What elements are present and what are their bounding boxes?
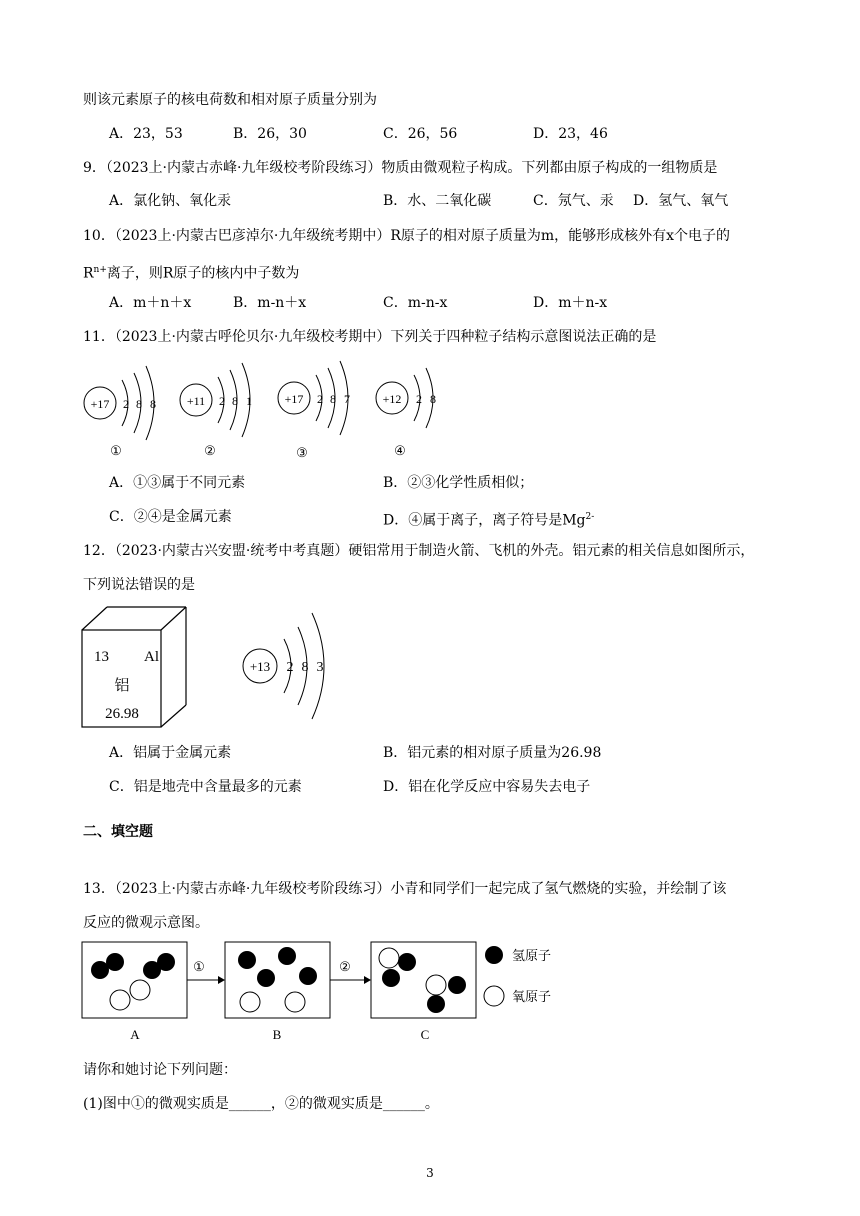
q12-element-card: [80, 605, 190, 730]
legend: [484, 946, 551, 1006]
box-b: [225, 942, 330, 1042]
particle-diagram-3: [278, 361, 350, 460]
particle-2-shell-3: 1: [246, 394, 252, 408]
particle-2-shell-1: 2: [219, 394, 225, 408]
q9-option-a: A．氯化钠、氧化汞: [109, 193, 232, 209]
q11-option-d: [383, 507, 594, 531]
q11-atom-structure-diagrams: [76, 360, 476, 460]
q11-stem: 11．（2023上·内蒙古呼伦贝尔·九年级校考期中）下列关于四种粒子结构示意图说法正确的是: [83, 329, 657, 345]
particle-4-shell-1: 2: [416, 392, 422, 406]
box-c: [371, 942, 476, 1042]
q9-option-c: C．氖气、汞: [533, 193, 614, 209]
particle-2-nucleus: +11: [186, 394, 206, 408]
step-1-label: ①: [193, 959, 205, 974]
particle-3-shell-2: 8: [330, 392, 336, 406]
q8-stem-tail: 则该元素原子的核电荷数和相对原子质量分别为: [83, 92, 377, 108]
section-title: 二、填空题: [83, 824, 153, 840]
q12-option-b: B．铝元素的相对原子质量为26.98: [383, 745, 602, 761]
particle-3-nucleus: +17: [284, 392, 304, 406]
particle-diagram-4: [376, 368, 436, 458]
particle-1-shell-2: 8: [136, 397, 142, 411]
q8-option-d: D．23，46: [533, 126, 608, 142]
particle-4-label: ④: [394, 443, 406, 458]
q10-ion-charge: n+: [93, 265, 107, 275]
q13-prompt: 请你和她讨论下列问题：: [83, 1062, 237, 1078]
al-shell-1: 2: [286, 660, 294, 675]
q9-option-b: B．水、二氧化碳: [383, 193, 492, 209]
legend-oxygen: 氧原子: [512, 989, 552, 1004]
q10-ion-symbol: R: [83, 265, 94, 282]
al-nucleus: +13: [249, 659, 271, 674]
q11-option-b: B．②③化学性质相似；: [383, 475, 534, 491]
particle-1-nucleus: +17: [90, 397, 110, 411]
particle-1-shell-3: 8: [150, 397, 156, 411]
q11-option-c: C．②④是金属元素: [109, 509, 232, 525]
particle-2-shell-2: 8: [232, 394, 238, 408]
particle-2-label: ②: [204, 443, 216, 458]
q10-option-b: B．m-n＋x: [233, 295, 307, 311]
q10-stem-line2: [83, 260, 299, 284]
q12-option-c: C．铝是地壳中含量最多的元素: [109, 779, 302, 795]
particle-diagram-1: [84, 366, 156, 458]
q11-option-d-text: D．④属于离子，离子符号是Mg: [383, 512, 586, 529]
q12-stem-line2: 下列说法错误的是: [83, 577, 195, 593]
q9-option-d: D．氢气、氧气: [633, 193, 729, 209]
particle-3-shell-3: 7: [344, 392, 350, 406]
q10-stem-line2-text: 离子，则R原子的核内中子数为: [106, 265, 300, 282]
q12-option-d: D．铝在化学反应中容易失去电子: [383, 779, 591, 795]
q13-sub-question-1: (1)图中①的微观实质是______，②的微观实质是______。: [83, 1096, 439, 1112]
q9-stem: 9．（2023上·内蒙古赤峰·九年级校考阶段练习）物质由微观粒子构成。下列都由原子构成的一组物质是: [83, 160, 718, 176]
box-a: [82, 942, 187, 1042]
particle-diagram-2: [180, 363, 252, 458]
q11-option-a: A．①③属于不同元素: [109, 475, 246, 491]
particle-3-label: ③: [296, 445, 308, 460]
q10-option-d: D．m＋n-x: [533, 295, 608, 311]
box-a-label: A: [130, 1027, 140, 1042]
element-symbol: Al: [144, 649, 159, 665]
box-c-label: C: [420, 1027, 430, 1042]
particle-4-shell-2: 8: [430, 392, 436, 406]
element-atomic-mass: 26.98: [105, 706, 139, 722]
page-number: 3: [426, 1166, 434, 1180]
q8-option-a: A．23，53: [109, 126, 183, 142]
q10-option-c: C．m-n-x: [383, 295, 448, 311]
al-shell-2: 8: [301, 660, 309, 675]
element-name: 铝: [114, 678, 130, 694]
q8-option-c: C．26，56: [383, 126, 458, 142]
particle-4-nucleus: +12: [382, 392, 402, 406]
q12-option-a: A．铝属于金属元素: [109, 745, 232, 761]
particle-1-label: ①: [110, 443, 122, 458]
q13-stem-line1: 13．（2023上·内蒙古赤峰·九年级校考阶段练习）小青和同学们一起完成了氢气燃烧的实验，并绘制了该: [83, 881, 727, 897]
al-shell-3: 3: [316, 660, 324, 675]
q8-option-b: B．26，30: [233, 126, 307, 142]
q10-stem-line1: 10．（2023上·内蒙古巴彦淖尔·九年级统考期中）R原子的相对原子质量为m，能够形成核外有x个电子的: [83, 228, 731, 244]
legend-hydrogen: 氢原子: [512, 948, 552, 963]
q12-stem-line1: 12．（2023·内蒙古兴安盟·统考中考真题）硬铝常用于制造火箭、飞机的外壳。铝元素的相关信息如图所示，: [83, 543, 755, 559]
element-atomic-number: 13: [94, 649, 109, 665]
q12-aluminum-atom-diagram: [238, 605, 348, 725]
q13-reaction-diagram: [80, 938, 570, 1048]
particle-1-shell-1: 2: [123, 397, 129, 411]
step-2-label: ②: [339, 959, 351, 974]
q11-option-d-charge: 2-: [585, 512, 595, 522]
particle-3-shell-1: 2: [317, 392, 323, 406]
q10-option-a: A．m＋n＋x: [109, 295, 192, 311]
box-b-label: B: [272, 1027, 282, 1042]
q13-stem-line2: 反应的微观示意图。: [83, 915, 209, 931]
